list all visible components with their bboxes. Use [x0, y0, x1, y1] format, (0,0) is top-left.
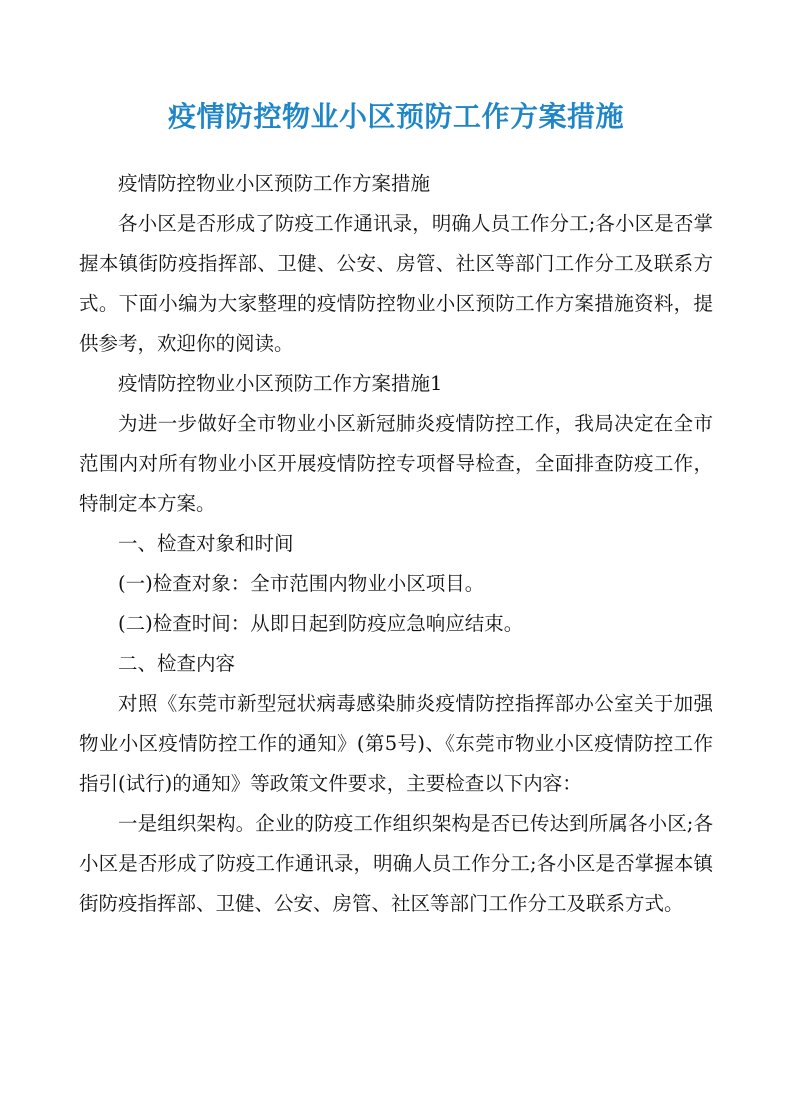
paragraph-organization: 一是组织架构。企业的防疫工作组织架构是否已传达到所属各小区;各小区是否形成了防疫工作通讯录，明确人员工作分工;各小区是否掌握本镇街防疫指挥部、卫健、公安、房管、社区等部门工作分工及联系方式。: [79, 812, 713, 915]
paragraph-intro: 各小区是否形成了防疫工作通讯录，明确人员工作分工;各小区是否掌握本镇街防疫指挥部、卫健、公安、房管、社区等部门工作分工及联系方式。下面小编为大家整理的疫情防控物业小区预防工作方案措施资料，提供参考，欢迎你的阅读。: [79, 212, 713, 355]
paragraph-heading-check-content: 二、检查内容: [118, 652, 236, 675]
paragraph-purpose: 为进一步做好全市物业小区新冠肺炎疫情防控工作，我局决定在全市范围内对所有物业小区开展疫情防控专项督导检查，全面排查防疫工作，特制定本方案。: [79, 412, 713, 515]
paragraph-check-object: (一)检查对象：全市范围内物业小区项目。: [118, 572, 485, 595]
document-title: 疫情防控物业小区预防工作方案措施: [167, 100, 624, 133]
paragraph-subtitle: 疫情防控物业小区预防工作方案措施: [118, 172, 431, 195]
paragraph-section-heading-1: 疫情防控物业小区预防工作方案措施1: [118, 372, 443, 395]
document-body: [79, 164, 713, 924]
paragraph-policy-reference: 对照《东莞市新型冠状病毒感染肺炎疫情防控指挥部办公室关于加强物业小区疫情防控工作的通知》(第5号)、《东莞市物业小区疫情防控工作指引(试行)的通知》等政策文件要求，主要检查以下内容：: [79, 692, 713, 795]
paragraph-check-time: (二)检查时间：从即日起到防疫应急响应结束。: [118, 612, 524, 635]
paragraph-heading-check-target: 一、检查对象和时间: [118, 532, 294, 555]
